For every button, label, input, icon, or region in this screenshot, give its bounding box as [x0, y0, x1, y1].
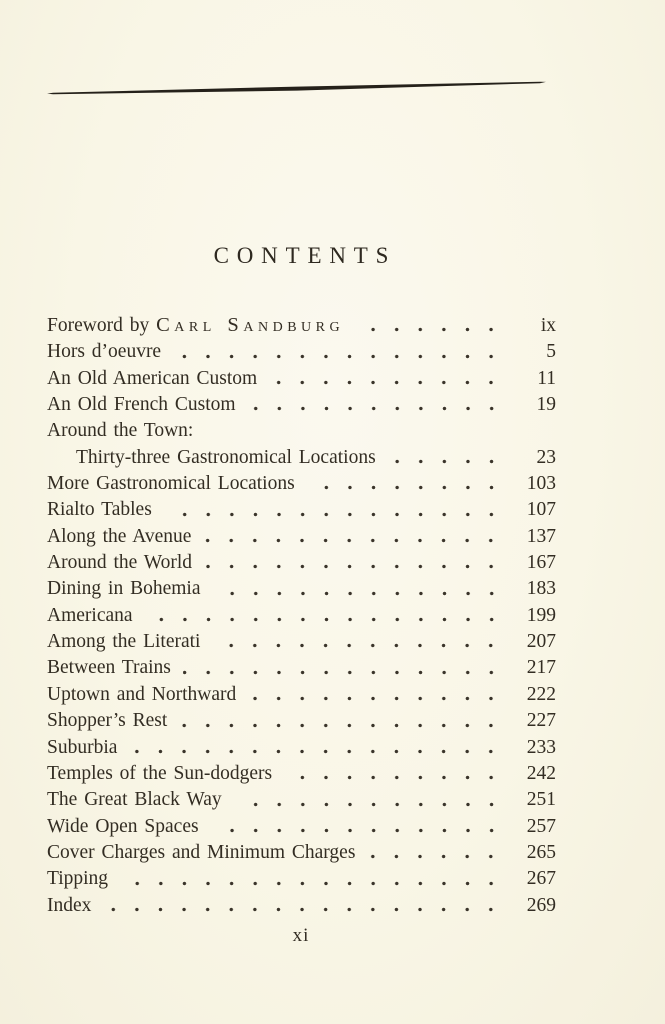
toc-entry — [47, 523, 556, 549]
toc-entry-label: Hors d’oeuvre — [47, 341, 162, 363]
toc-entry-page-number: 233 — [526, 736, 556, 758]
dot-leader — [248, 681, 505, 707]
toc-entry-page-number: 269 — [526, 894, 556, 916]
dot-leader — [173, 338, 505, 364]
toc-entry-page-number: 251 — [526, 789, 556, 811]
dot-leader — [356, 312, 505, 338]
toc-entry — [47, 365, 556, 391]
toc-entry-page-number: ix — [540, 315, 556, 336]
dot-leader — [164, 496, 505, 522]
toc-entry-page-number: 23 — [536, 446, 556, 468]
dot-leader — [248, 391, 505, 417]
toc-entry-page-number: 5 — [546, 341, 556, 363]
toc-entry-page-number: 103 — [526, 473, 556, 495]
toc-entry — [47, 681, 556, 707]
page-title: CONTENTS — [213, 243, 397, 268]
toc-entry — [47, 444, 556, 470]
dot-leader — [213, 575, 506, 601]
toc-entry-label: Temples of the Sun-dodgers — [47, 762, 273, 784]
toc-entry-label: Cover Charges and Minimum Charges — [47, 841, 356, 863]
dot-leader — [367, 839, 505, 865]
dot-leader — [129, 734, 505, 760]
toc-entry-page-number: 267 — [526, 868, 556, 890]
dot-leader — [103, 892, 505, 918]
toc-entry-page-number: 207 — [526, 631, 556, 653]
toc-entry — [47, 865, 556, 891]
dot-leader — [284, 760, 505, 786]
toc-entry-label: Among the Literati — [47, 631, 201, 653]
toc-entry-page-number: 167 — [526, 552, 556, 574]
toc-entry-page-number: 222 — [526, 683, 556, 705]
toc-entry-label: Tipping — [47, 868, 109, 890]
dot-leader — [203, 523, 505, 549]
folio-page-number: xi — [292, 925, 310, 946]
toc-entry-label: Foreword by Carl Sandburg — [47, 314, 345, 336]
toc-entry — [47, 496, 556, 522]
toc-entry — [47, 734, 556, 760]
toc-entry-page-number: 257 — [526, 815, 556, 837]
dot-leader — [269, 365, 505, 391]
dot-leader — [120, 865, 505, 891]
toc-entry — [47, 813, 556, 839]
toc-entry-label: The Great Black Way — [47, 789, 222, 811]
toc-entry — [47, 602, 556, 628]
toc-entry-label: Dining in Bohemia — [47, 578, 201, 600]
toc-entry — [47, 839, 556, 865]
toc-entry — [47, 338, 556, 364]
dot-leader — [145, 602, 505, 628]
dot-leader — [234, 786, 505, 812]
toc-entry-page-number: 199 — [526, 604, 556, 626]
toc-entry-label: Index — [47, 894, 92, 916]
toc-entry — [47, 470, 556, 496]
toc-entry-label: Thirty-three Gastronomical Locations — [76, 446, 376, 468]
toc-entry — [47, 549, 556, 575]
dot-leader — [211, 813, 505, 839]
toc-entry-page-number: 11 — [537, 367, 556, 389]
dot-leader — [179, 707, 505, 733]
toc-entry — [47, 760, 556, 786]
dot-leader — [204, 549, 505, 575]
toc-entry-page-number: 217 — [526, 657, 556, 679]
dot-leader — [183, 654, 505, 680]
toc-entry — [47, 654, 556, 680]
toc-entry-page-number: 107 — [526, 499, 556, 521]
toc-entry-page-number: 265 — [526, 841, 556, 863]
table-of-contents — [47, 312, 556, 918]
toc-entry-page-number: 227 — [526, 710, 556, 732]
toc-entry — [47, 417, 556, 443]
toc-entry — [47, 707, 556, 733]
toc-entry-label: Shopper’s Rest — [47, 710, 168, 732]
toc-entry-page-number: 183 — [526, 578, 556, 600]
toc-entry-label: Suburbia — [47, 736, 118, 758]
toc-entry-page-number: 242 — [526, 762, 556, 784]
toc-entry — [47, 892, 556, 918]
toc-entry-smallcaps: Carl Sandburg — [156, 314, 345, 336]
toc-entry-label: Between Trains — [47, 657, 171, 679]
toc-entry — [47, 628, 556, 654]
toc-entry-page-number: 137 — [526, 525, 556, 547]
toc-entry-label: Americana — [47, 604, 133, 626]
dot-leader — [388, 444, 505, 470]
toc-entry — [47, 575, 556, 601]
toc-entry-label: Rialto Tables — [47, 499, 152, 521]
swelled-rule — [47, 79, 546, 98]
toc-entry-label: Uptown and Northward — [47, 683, 237, 705]
toc-entry-label: An Old French Custom — [47, 394, 236, 416]
toc-entry — [47, 391, 556, 417]
toc-entry-label: Around the World — [47, 552, 193, 574]
toc-entry — [47, 312, 556, 338]
toc-entry-label: More Gastronomical Locations — [47, 473, 295, 495]
dot-leader — [212, 628, 505, 654]
toc-entry-label: An Old American Custom — [47, 367, 258, 389]
dot-leader — [307, 470, 505, 496]
toc-entry — [47, 786, 556, 812]
toc-entry-page-number: 19 — [536, 394, 556, 416]
toc-entry-label: Around the Town: — [47, 420, 194, 442]
toc-entry-label: Wide Open Spaces — [47, 815, 199, 837]
toc-entry-label: Along the Avenue — [47, 525, 192, 547]
